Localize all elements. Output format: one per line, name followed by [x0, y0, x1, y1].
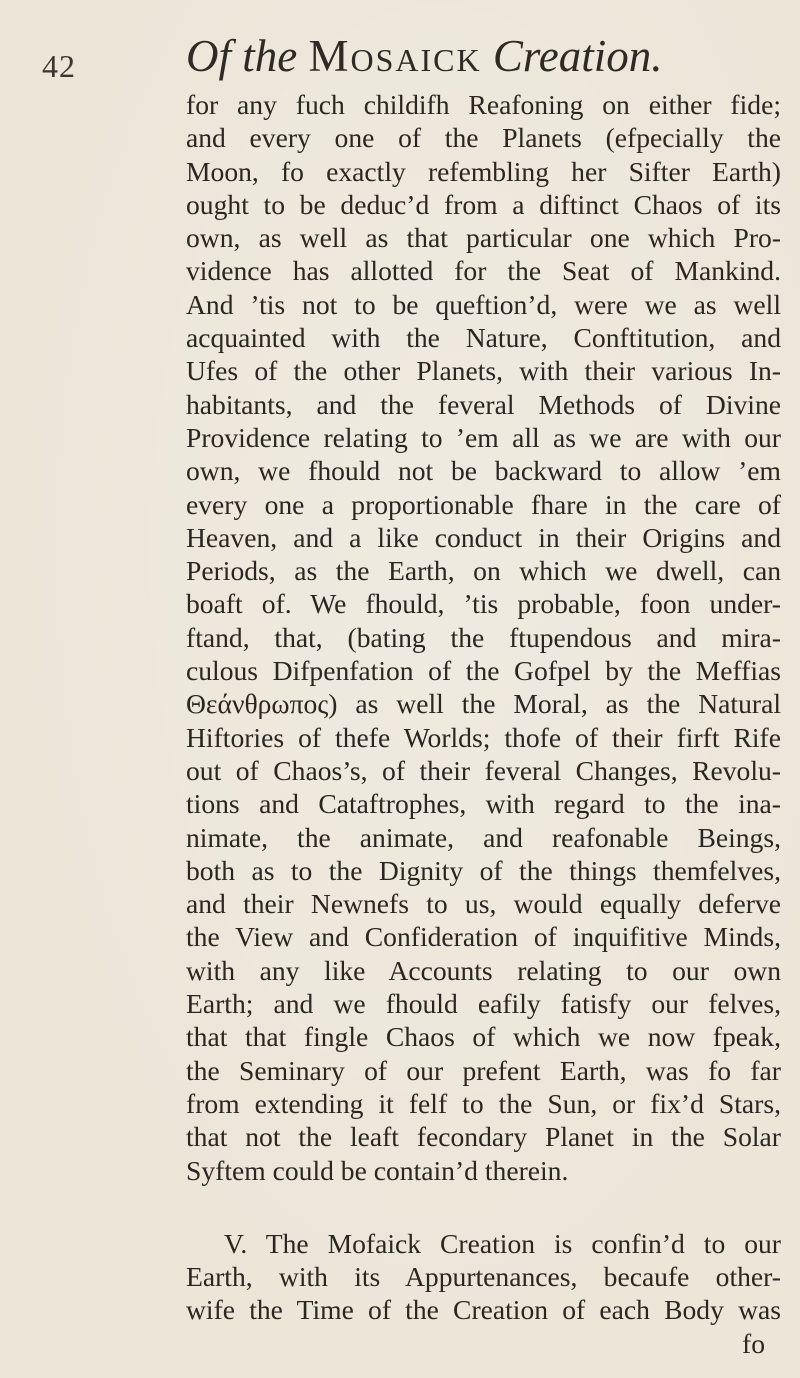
text-line: and their Newnefs to us, would equally deferve: [186, 888, 781, 920]
text-line: both as to the Dignity of the things themfelves,: [186, 854, 781, 886]
running-head: [186, 30, 746, 82]
text-line: and every one of the Planets (efpecially the: [186, 122, 781, 154]
text-line: tions and Cataftrophes, with regard to the ina-: [186, 788, 781, 820]
text-line: Hiftories of thefe Worlds; thofe of their firft Rife: [186, 721, 781, 753]
running-head-suffix: Creation.: [492, 31, 663, 81]
page-number: 42: [42, 48, 76, 84]
text-line: habitants, and the feveral Methods of Divine: [186, 388, 781, 420]
text-line: own, we fhould not be backward to allow ’em: [186, 455, 781, 487]
text-line: Syftem could be contain’d therein.: [186, 1154, 569, 1186]
text-line: Providence relating to ’em all as we are with our: [186, 421, 781, 453]
running-head-prefix: Of the: [186, 31, 298, 81]
catchword: fo: [742, 1327, 765, 1359]
text-line: V. The Mofaick Creation is confin’d to our: [224, 1227, 781, 1259]
paragraph-gap: [186, 1187, 781, 1227]
running-head-word: Mosaick: [308, 31, 482, 81]
text-line: Θεάνθρωπος) as well the Moral, as the Natural: [186, 688, 781, 720]
text-line: culous Difpenfation of the Gofpel by the Meffias: [186, 655, 781, 687]
text-line: from extending it felf to the Sun, or fix’d Stars,: [186, 1087, 781, 1119]
text-line: the Seminary of our prefent Earth, was fo far: [186, 1054, 781, 1086]
text-line: the View and Confideration of inquifitive Minds,: [186, 921, 781, 953]
text-line: that not the leaft fecondary Planet in the Solar: [186, 1121, 781, 1153]
text-line: own, as well as that particular one which Pro-: [186, 222, 781, 254]
text-line: Moon, fo exactly refembling her Sifter Earth): [186, 155, 781, 187]
text-line: Ufes of the other Planets, with their various In-: [186, 355, 781, 387]
text-line: boaft of. We fhould, ’tis probable, foon under-: [186, 588, 781, 620]
text-line: Earth; and we fhould eafily fatisfy our felves,: [186, 988, 781, 1020]
text-line: acquainted with the Nature, Conftitution, and: [186, 322, 781, 354]
text-line: ftand, that, (bating the ftupendous and mira-: [186, 621, 781, 653]
text-line: Heaven, and a like conduct in their Origins and: [186, 521, 781, 553]
text-line: Earth, with its Appurtenances, becaufe other-: [186, 1261, 781, 1293]
text-line: that that fingle Chaos of which we now fpeak,: [186, 1021, 781, 1053]
text-line: every one a proportionable fhare in the care of: [186, 488, 781, 520]
text-line: nimate, the animate, and reafonable Beings,: [186, 821, 781, 853]
text-line: ought to be deduc’d from a diftinct Chaos of its: [186, 188, 781, 220]
text-line: wife the Time of the Creation of each Body was: [186, 1294, 781, 1326]
text-line: with any like Accounts relating to our own: [186, 954, 781, 986]
text-line: Periods, as the Earth, on which we dwell, can: [186, 555, 781, 587]
paragraph-2: [186, 1227, 781, 1360]
paragraph-1: [186, 88, 781, 1187]
text-line: for any fuch childifh Reafoning on either fide;: [186, 89, 781, 120]
text-line: vidence has allotted for the Seat of Mankind.: [186, 255, 781, 287]
text-line: And ’tis not to be queftion’d, were we as well: [186, 288, 781, 320]
text-line: out of Chaos’s, of their feveral Changes, Revolu-: [186, 754, 781, 786]
body-text: [186, 88, 781, 1360]
